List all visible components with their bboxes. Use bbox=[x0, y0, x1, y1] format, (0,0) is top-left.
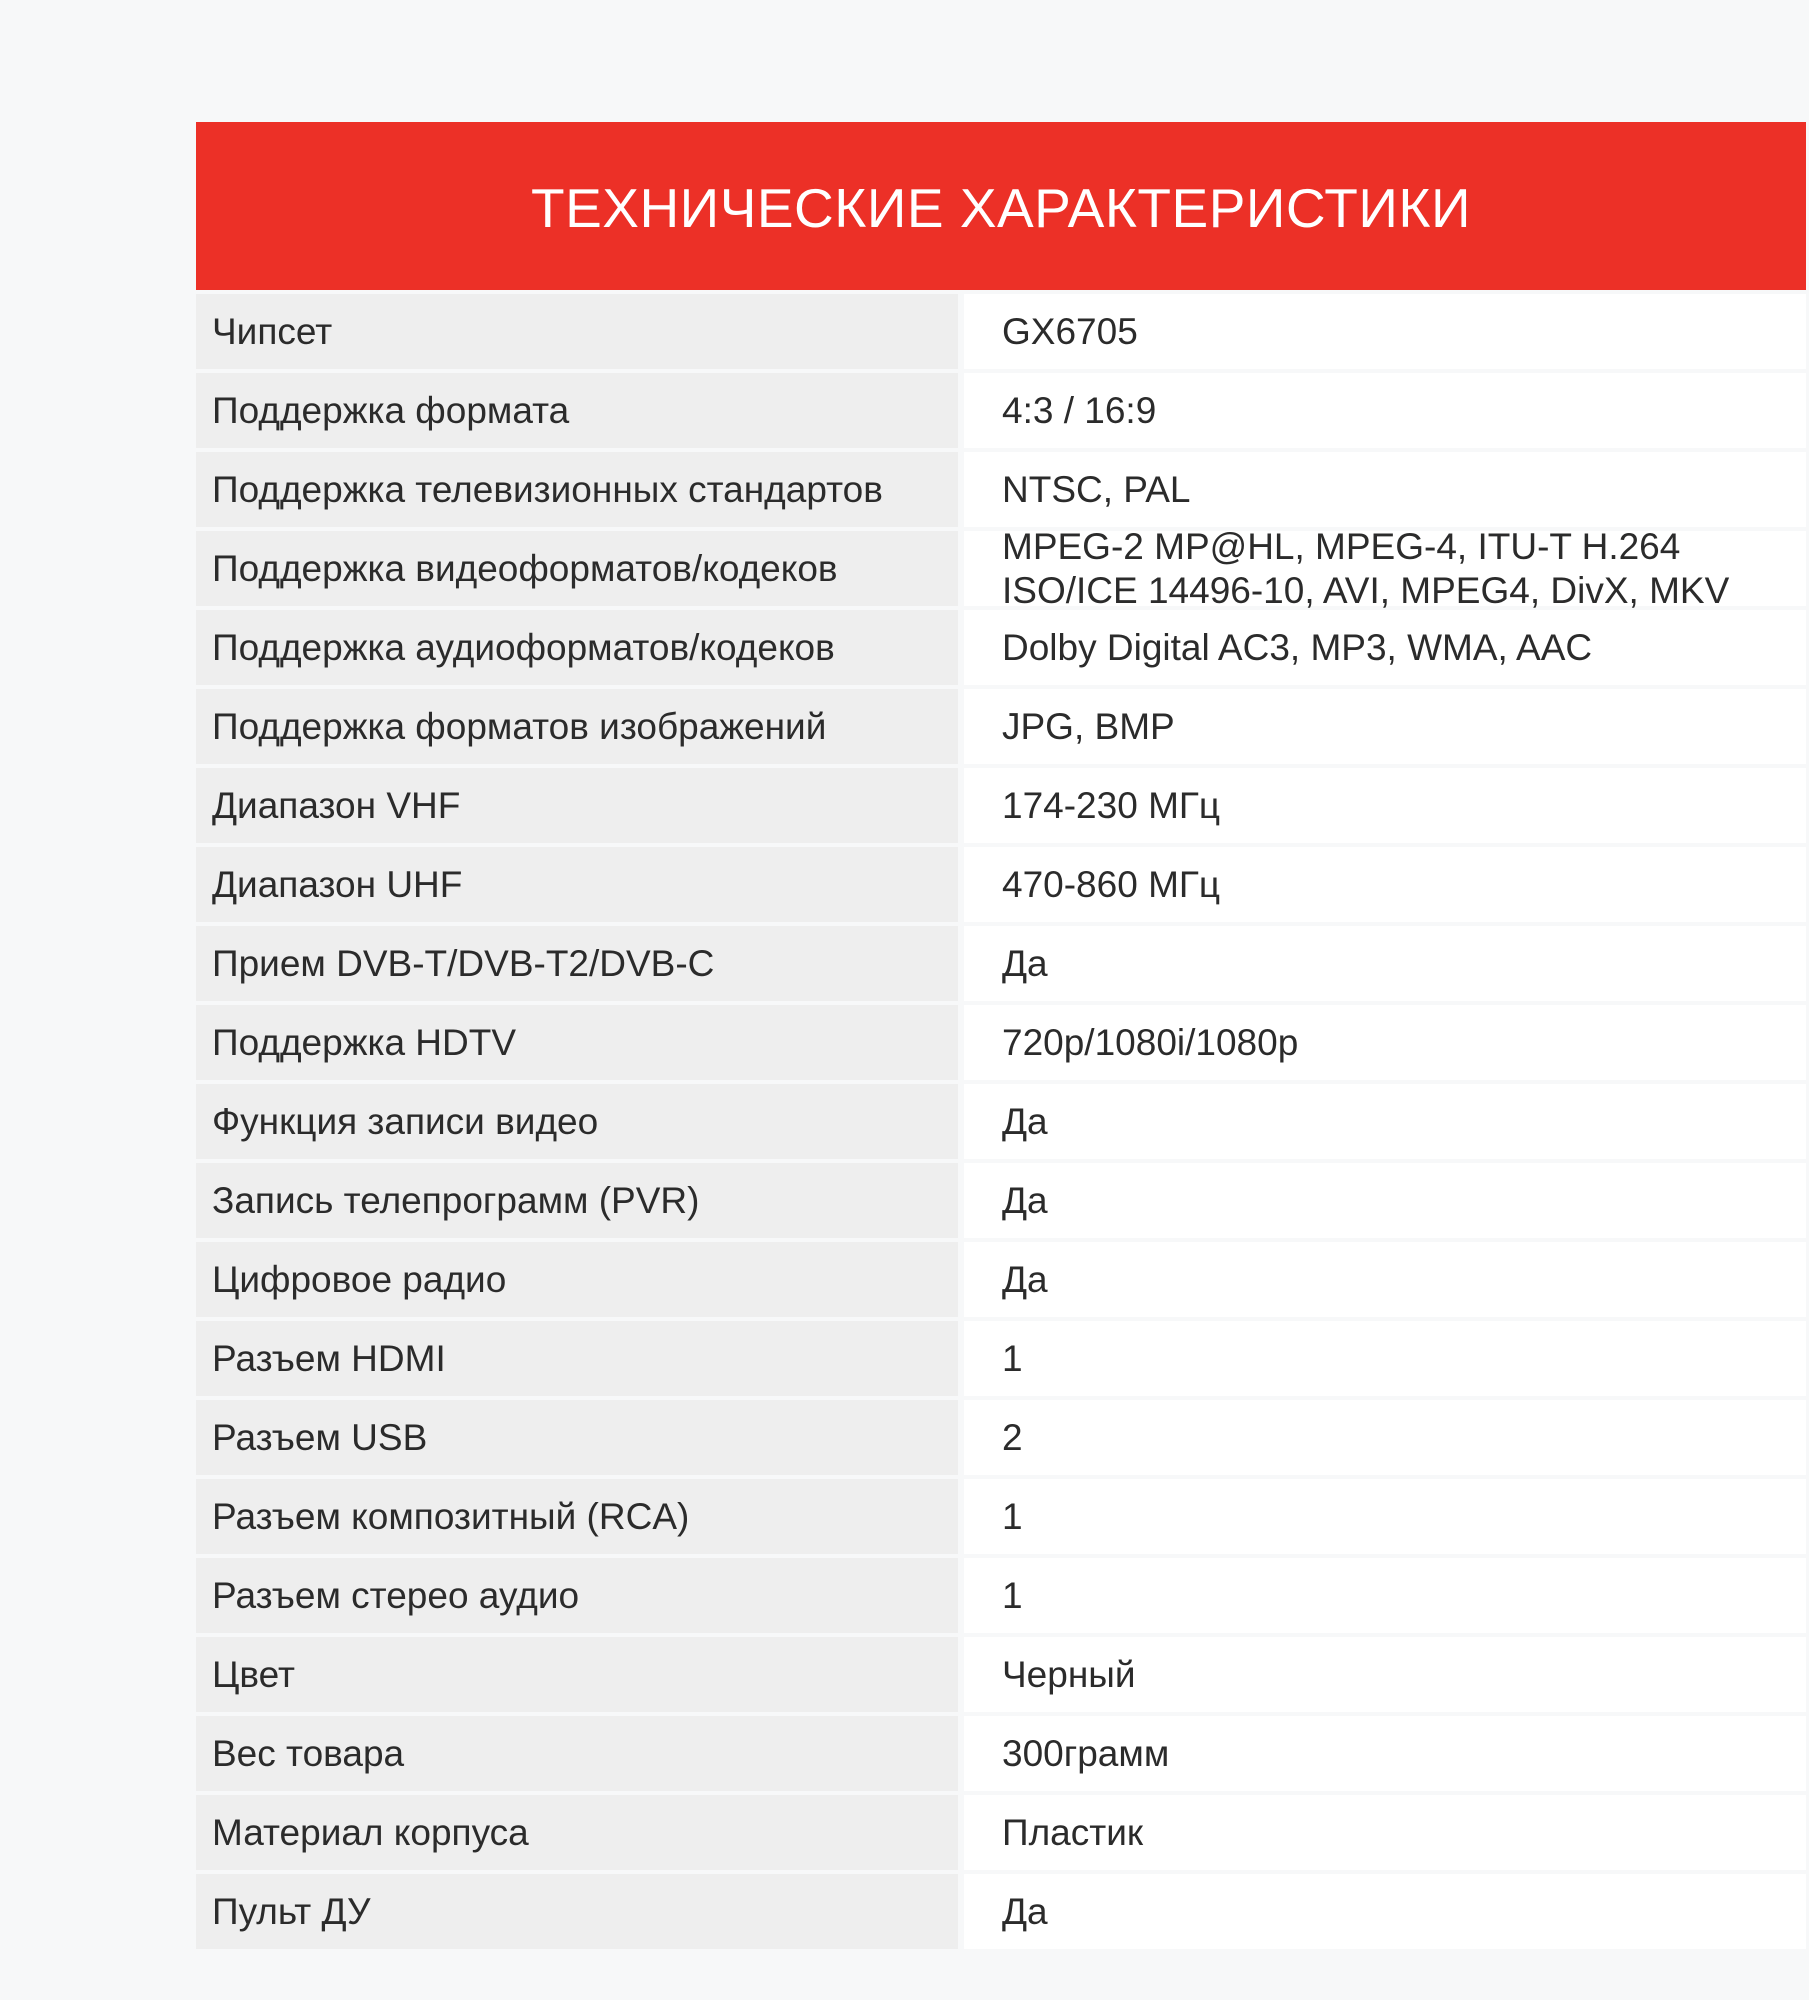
spec-row bbox=[196, 689, 1806, 768]
spec-row bbox=[196, 768, 1806, 847]
spec-value-text: 720p/1080i/1080p bbox=[1002, 1021, 1299, 1063]
spec-label: Запись телепрограмм (PVR) bbox=[196, 1163, 964, 1242]
spec-value-text: 1 bbox=[1002, 1495, 1023, 1537]
spec-row bbox=[196, 452, 1806, 531]
spec-value-text: 470-860 МГц bbox=[1002, 863, 1221, 905]
spec-value-text: 300грамм bbox=[1002, 1732, 1170, 1774]
spec-value bbox=[964, 452, 1806, 531]
spec-row bbox=[196, 525, 1806, 611]
spec-value-text: Да bbox=[1002, 1890, 1048, 1932]
spec-value-text: Пластик bbox=[1002, 1811, 1144, 1853]
spec-value-text: 174-230 МГц bbox=[1002, 784, 1221, 826]
spec-label: Цвет bbox=[196, 1637, 964, 1716]
spec-row bbox=[196, 1163, 1806, 1242]
spec-value-text: Черный bbox=[1002, 1653, 1136, 1695]
spec-row bbox=[196, 1242, 1806, 1321]
spec-label: Материал корпуса bbox=[196, 1795, 964, 1874]
spec-value bbox=[964, 1795, 1806, 1874]
spec-value-text: GX6705 bbox=[1002, 310, 1138, 352]
spec-row bbox=[196, 1716, 1806, 1795]
spec-row bbox=[196, 1005, 1806, 1084]
spec-row bbox=[196, 610, 1806, 689]
spec-value bbox=[964, 1242, 1806, 1321]
spec-value bbox=[964, 689, 1806, 768]
spec-value bbox=[964, 1874, 1806, 1953]
spec-label: Цифровое радио bbox=[196, 1242, 964, 1321]
spec-value bbox=[964, 847, 1806, 926]
spec-label: Пульт ДУ bbox=[196, 1874, 964, 1953]
spec-row bbox=[196, 847, 1806, 926]
spec-value-text: Да bbox=[1002, 1179, 1048, 1221]
spec-label: Поддержка формата bbox=[196, 373, 964, 452]
spec-row bbox=[196, 1637, 1806, 1716]
spec-value-text: 1 bbox=[1002, 1574, 1023, 1616]
spec-label: Диапазон UHF bbox=[196, 847, 964, 926]
spec-row bbox=[196, 1874, 1806, 1953]
spec-label: Вес товара bbox=[196, 1716, 964, 1795]
spec-row bbox=[196, 1479, 1806, 1558]
spec-value bbox=[964, 1716, 1806, 1795]
spec-value-text: Да bbox=[1002, 1100, 1048, 1142]
spec-label: Чипсет bbox=[196, 294, 964, 373]
spec-value bbox=[964, 768, 1806, 847]
spec-value bbox=[964, 1005, 1806, 1084]
spec-value bbox=[964, 1321, 1806, 1400]
spec-value-text: NTSC, PAL bbox=[1002, 468, 1191, 510]
spec-sheet bbox=[196, 122, 1806, 1953]
spec-label: Разъем HDMI bbox=[196, 1321, 964, 1400]
spec-value bbox=[964, 294, 1806, 373]
spec-value bbox=[964, 1637, 1806, 1716]
spec-value bbox=[964, 373, 1806, 452]
spec-label: Поддержка телевизионных стандартов bbox=[196, 452, 964, 531]
spec-value-text: 2 bbox=[1002, 1416, 1023, 1458]
spec-label: Разъем композитный (RCA) bbox=[196, 1479, 964, 1558]
spec-value bbox=[964, 1400, 1806, 1479]
spec-value-text: Да bbox=[1002, 1258, 1048, 1300]
spec-row bbox=[196, 1084, 1806, 1163]
spec-row bbox=[196, 1321, 1806, 1400]
spec-row bbox=[196, 1795, 1806, 1874]
spec-value bbox=[964, 610, 1806, 689]
spec-label: Разъем стерео аудио bbox=[196, 1558, 964, 1637]
spec-value-text: 1 bbox=[1002, 1337, 1023, 1379]
spec-value bbox=[964, 926, 1806, 1005]
spec-row bbox=[196, 926, 1806, 1005]
spec-value-text: Да bbox=[1002, 942, 1048, 984]
spec-label: Прием DVB-T/DVB-T2/DVB-C bbox=[196, 926, 964, 1005]
spec-label: Диапазон VHF bbox=[196, 768, 964, 847]
spec-value-text: JPG, BMP bbox=[1002, 705, 1175, 747]
spec-label: Поддержка аудиоформатов/кодеков bbox=[196, 610, 964, 689]
spec-value bbox=[964, 1558, 1806, 1637]
spec-row bbox=[196, 1558, 1806, 1637]
spec-value-text: MPEG-2 MP@HL, MPEG-4, ITU-T H.264 ISO/ICE 14496-10, AVI, MPEG4, DivX, MKV bbox=[1002, 525, 1730, 611]
spec-label: Поддержка HDTV bbox=[196, 1005, 964, 1084]
spec-title: ТЕХНИЧЕСКИЕ ХАРАКТЕРИСТИКИ bbox=[531, 177, 1471, 239]
spec-header bbox=[196, 122, 1806, 290]
spec-label: Поддержка видеоформатов/кодеков bbox=[196, 531, 964, 610]
spec-row bbox=[196, 1400, 1806, 1479]
spec-value-text: 4:3 / 16:9 bbox=[1002, 389, 1157, 431]
spec-value bbox=[964, 1163, 1806, 1242]
spec-row bbox=[196, 373, 1806, 452]
spec-label: Разъем USB bbox=[196, 1400, 964, 1479]
spec-value bbox=[964, 1084, 1806, 1163]
spec-table bbox=[196, 294, 1806, 1953]
spec-value bbox=[964, 1479, 1806, 1558]
spec-row bbox=[196, 294, 1806, 373]
spec-label: Поддержка форматов изображений bbox=[196, 689, 964, 768]
spec-label: Функция записи видео bbox=[196, 1084, 964, 1163]
spec-value bbox=[964, 525, 1806, 611]
spec-value-text: Dolby Digital AC3, MP3, WMA, AAC bbox=[1002, 626, 1593, 668]
